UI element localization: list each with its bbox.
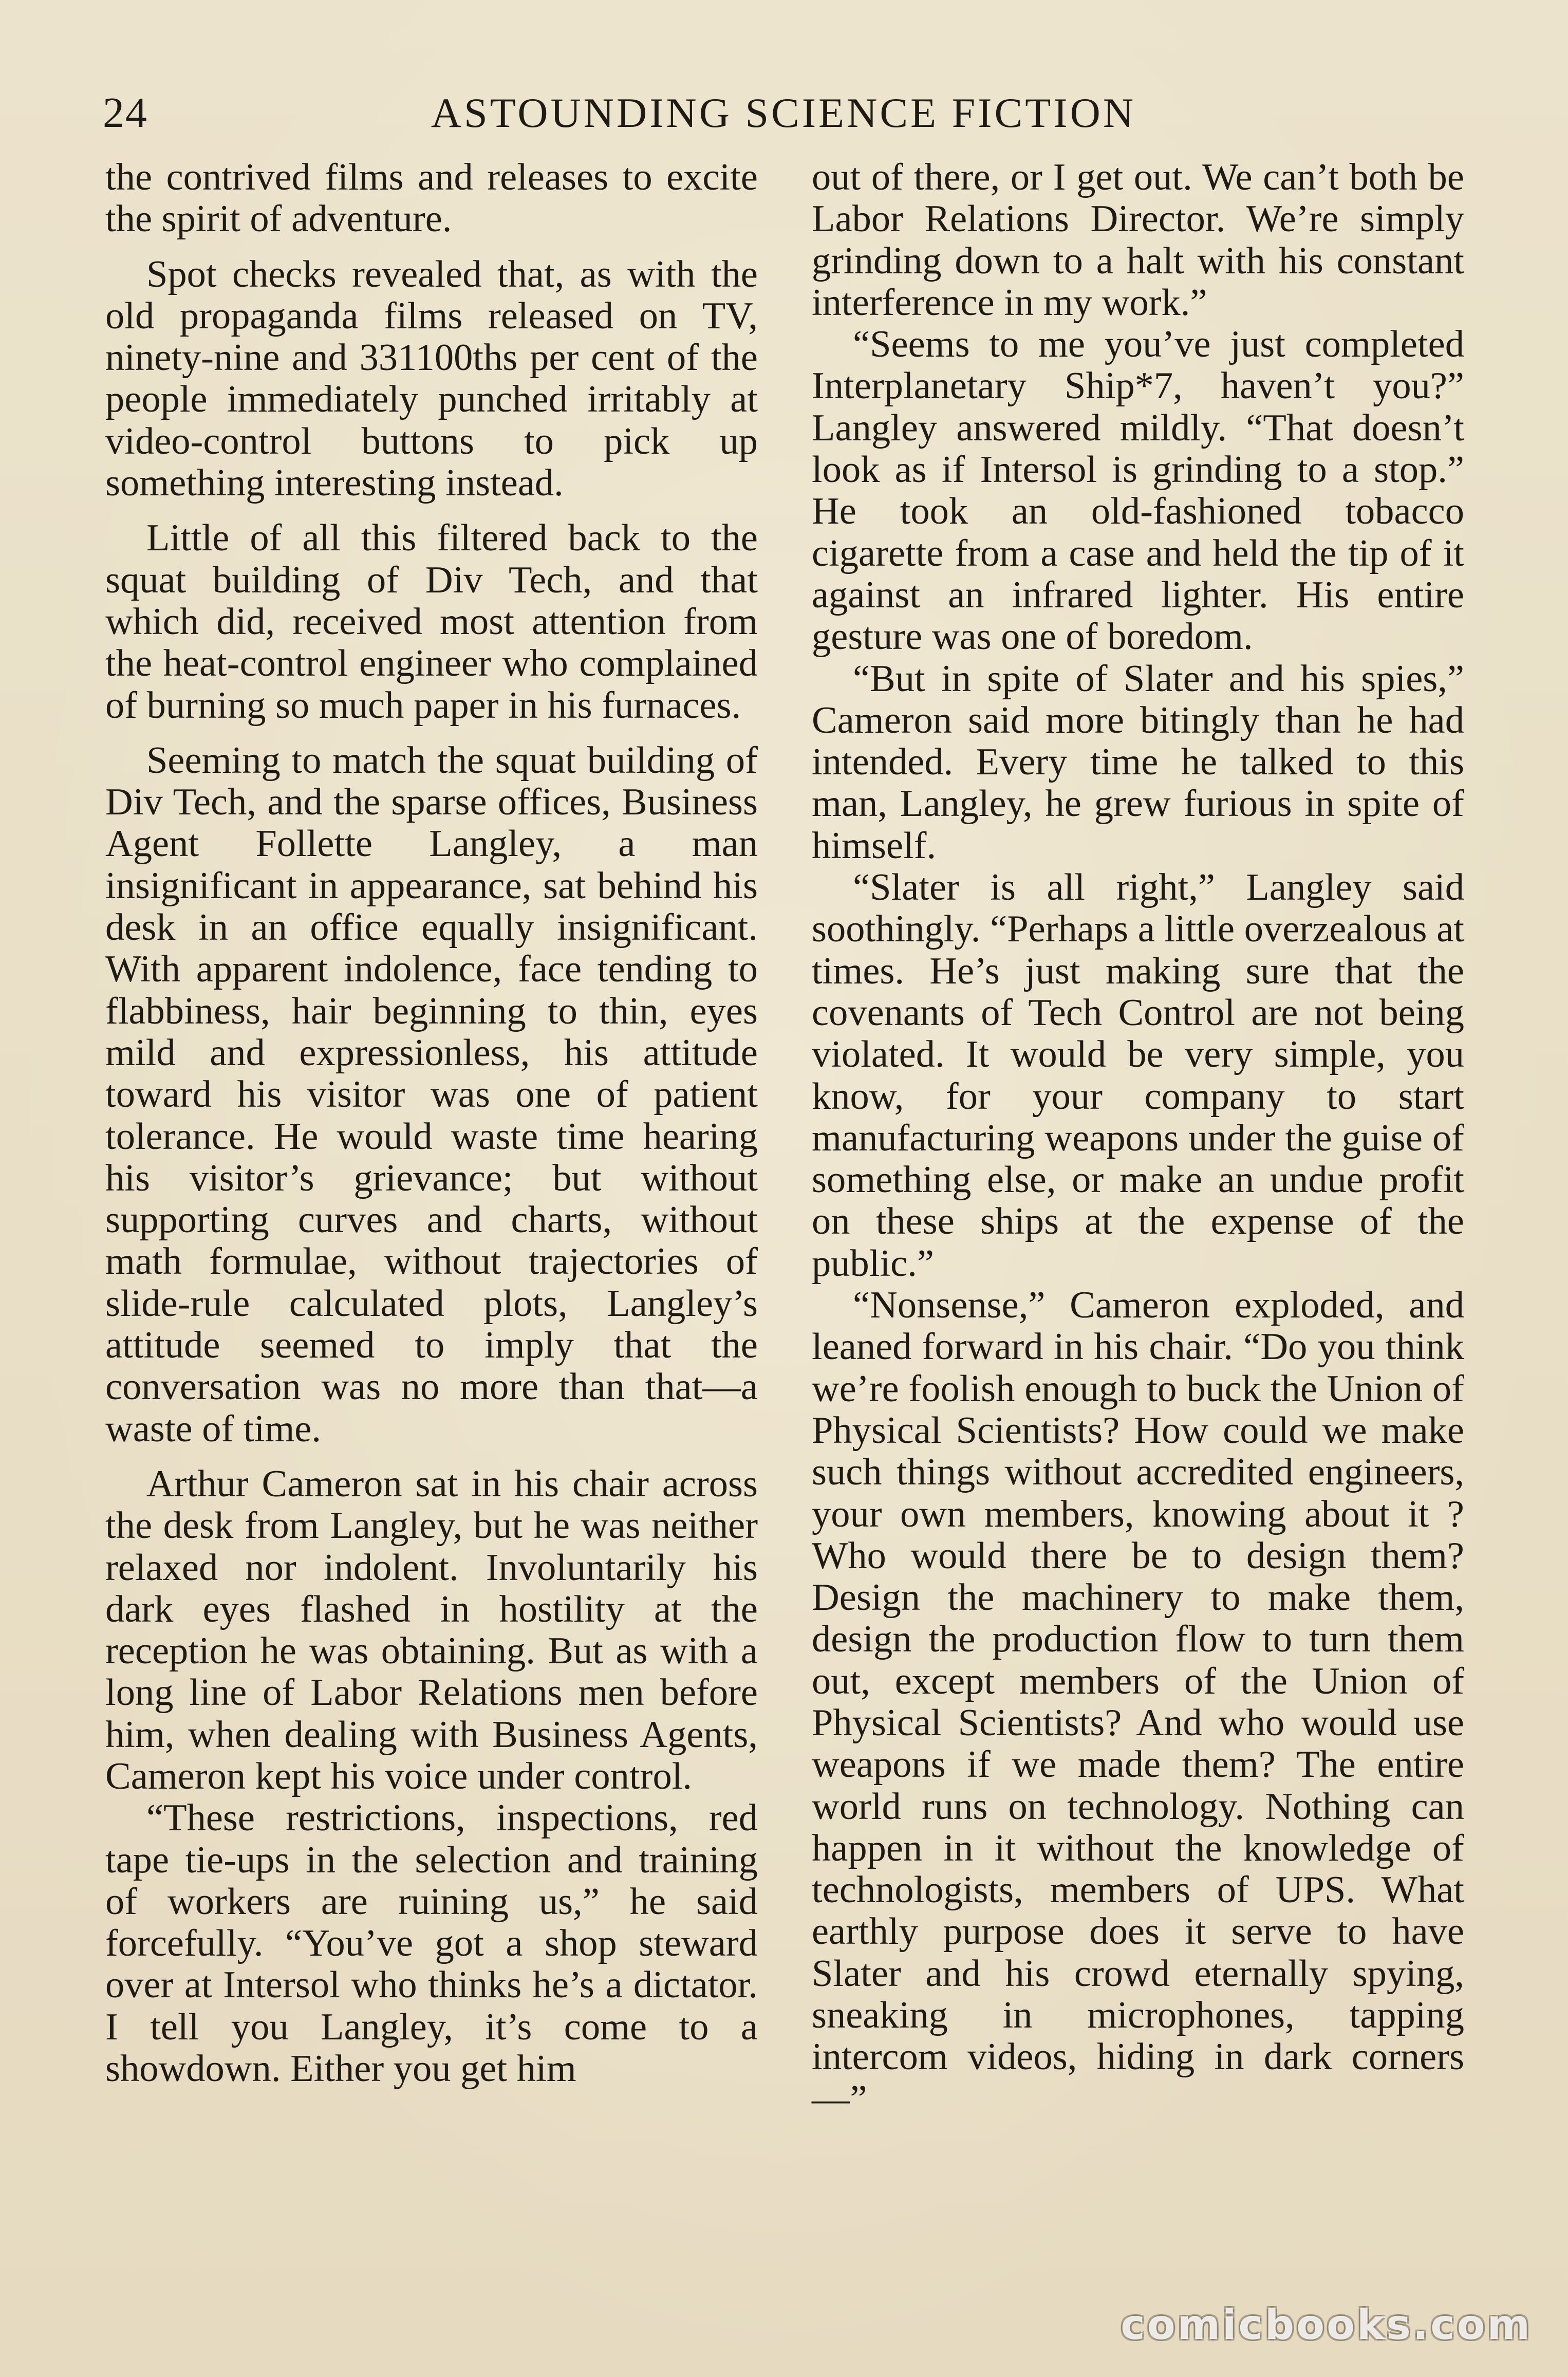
paragraph: “Slater is all right,” Langley said soothingly. “Perhaps a little overzealous at times. He’s just making sure that the covenants of Tech Control are not being violated. It would be very simple, you know, for your company to start manufacturing weapons under the guise of something else, or make an undue profit on these ships at the expense of the public.” (812, 866, 1464, 1285)
paragraph: “But in spite of Slater and his spies,” Cameron said more bitingly than he had intended. Every time he talked to this man, Langley, he grew furious in spite of himself. (812, 657, 1464, 867)
page-number: 24 (103, 89, 148, 137)
paragraph: Little of all this filtered back to the squat building of Div Tech, and that which did, received most attention from the heat-control engineer who complained of burning so much paper in his furnaces. (105, 517, 758, 727)
paragraph: the contrived films and releases to excite the spirit of adventure. (105, 156, 758, 240)
watermark: comicbooks.com (1121, 2301, 1532, 2349)
paragraph: Seeming to match the squat building of Div Tech, and the sparse offices, Business Agent Follette Langley, a man insignificant in appearance, sat behind his desk in an office equally insignificant. With apparent indolence, face tending to flabbiness, hair beginning to thin, eyes mild and expressionless, his attitude toward his visitor was one of patient tolerance. He would waste time hearing his visitor’s grievance; but without supporting curves and charts, without math formulae, without trajectories of slide-rule calculated plots, Langley’s attitude seemed to imply that the conversation was no more than that—a waste of time. (105, 739, 758, 1450)
paragraph: out of there, or I get out. We can’t both be Labor Relations Director. We’re simply grinding down to a halt with his constant interference in my work.” (812, 156, 1464, 324)
paragraph: “These restrictions, inspections, red tape tie-ups in the selection and training of workers are ruining us,” he said forcefully. “You’ve got a shop steward over at Intersol who thinks he’s a dictator. I tell you Langley, it’s come to a showdown. Either you get him (105, 1797, 758, 2090)
paragraph: Arthur Cameron sat in his chair across the desk from Langley, but he was neither relaxed nor indolent. Involuntarily his dark eyes flashed in hostility at the reception he was obtaining. But as with a long line of Labor Relations men before him, when dealing with Business Agents, Cameron kept his voice under control. (105, 1462, 758, 1797)
running-title: ASTOUNDING SCIENCE FICTION (431, 89, 1136, 136)
left-column (105, 157, 758, 2090)
paragraph: “Seems to me you’ve just completed Interplanetary Ship*7, haven’t you?” Langley answered mildly. “That doesn’t look as if Intersol is grinding to a stop.” He took an old-fashioned tobacco cigarette from a case and held the tip of it against an infrared lighter. His entire gesture was one of boredom. (812, 323, 1464, 658)
paragraph: Spot checks revealed that, as with the old propaganda films released on TV, ninety-nine and 331100ths per cent of the people immediately punched irritably at video-control buttons to pick up something interesting instead. (105, 253, 758, 505)
page-header (103, 82, 1464, 144)
paragraph: “Nonsense,” Cameron exploded, and leaned forward in his chair. “Do you think we’re foolish enough to buck the Union of Physical Scientists? How could we make such things without accredited engineers, your own members, knowing about it ? Who would there be to design them? Design the machinery to make them, design the production flow to turn them out, except members of the Union of Physical Scientists? And who would use weapons if we made them? The entire world runs on technology. Nothing can happen in it without the knowledge of technologists, members of UPS. What earthly purpose does it serve to have Slater and his crowd eternally spying, sneaking in microphones, tapping intercom videos, hiding in dark corners—” (812, 1284, 1464, 2120)
right-column (812, 157, 1464, 2120)
